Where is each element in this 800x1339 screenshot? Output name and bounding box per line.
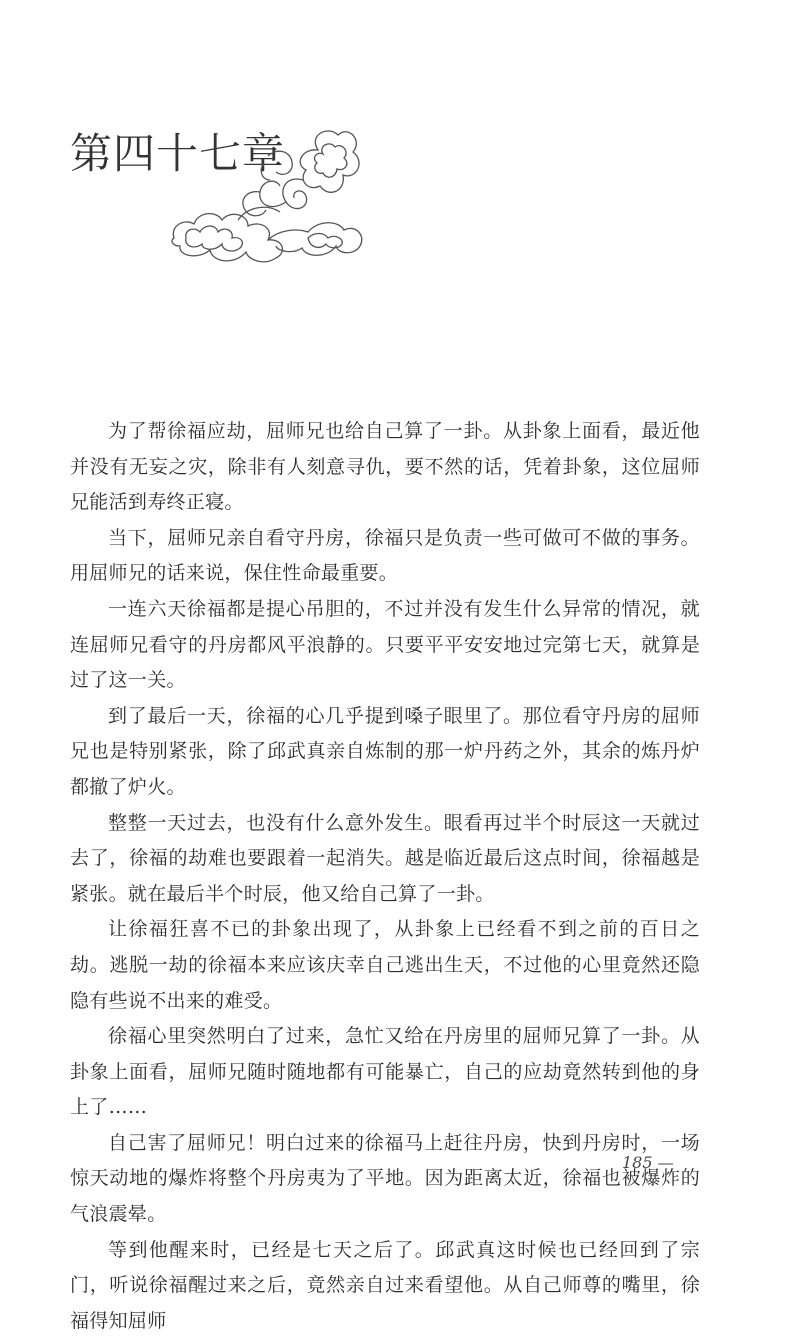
paragraph: 整整一天过去，也没有什么意外发生。眼看再过半个时辰这一天就过去了，徐福的劫难也要跟着一起消失。越是临近最后这点时间，徐福越是紧张。就在最后半个时辰，他又给自己算了一卦。 [70, 811, 700, 905]
paragraph: 徐福心里突然明白了过来，急忙又给在丹房里的屈师兄算了一卦。从卦象上面看，屈师兄随时随地都有可能暴亡，自己的应劫竟然转到他的身上了…… [70, 1025, 700, 1119]
paragraph: 到了最后一天，徐福的心几乎提到嗓子眼里了。那位看守丹房的屈师兄也是特别紧张，除了邱武真亲自炼制的那一炉丹药之外，其余的炼丹炉都撤了炉火。 [70, 704, 700, 798]
page-number: 185 — [622, 1153, 674, 1172]
paragraph: 一连六天徐福都是提心吊胆的，不过并没有发生什么异常的情况，就连屈师兄看守的丹房都风平浪静的。只要平平安安地过完第七天，就算是过了这一关。 [70, 597, 700, 692]
paragraph: 当下，屈师兄亲自看守丹房，徐福只是负责一些可做可不做的事务。用屈师兄的话来说，保住性命最重要。 [70, 526, 700, 585]
chapter-body [70, 414, 700, 1339]
paragraph: 自己害了屈师兄！明白过来的徐福马上赶往丹房，快到丹房时，一场惊天动地的爆炸将整个丹房夷为了平地。因为距离太近，徐福也被爆炸的气浪震晕。 [70, 1131, 700, 1226]
paragraph: 等到他醒来时，已经是七天之后了。邱武真这时候也已经回到了宗门，听说徐福醒过来之后，竟然亲自过来看望他。从自己师尊的嘴里，徐福得知屈师 [70, 1238, 700, 1332]
paragraph: 让徐福狂喜不已的卦象出现了，从卦象上已经看不到之前的百日之劫。逃脱一劫的徐福本来应该庆幸自己逃出生天，不过他的心里竟然还隐隐有些说不出来的难受。 [70, 918, 700, 1012]
paragraph: 为了帮徐福应劫，屈师兄也给自己算了一卦。从卦象上面看，最近他并没有无妄之灾，除非有人刻意寻仇，要不然的话，凭着卦象，这位屈师兄能活到寿终正寝。 [70, 420, 700, 514]
cloud-dragon-ornament-icon [168, 120, 368, 270]
chapter-title: 第四十七章 [70, 129, 286, 178]
